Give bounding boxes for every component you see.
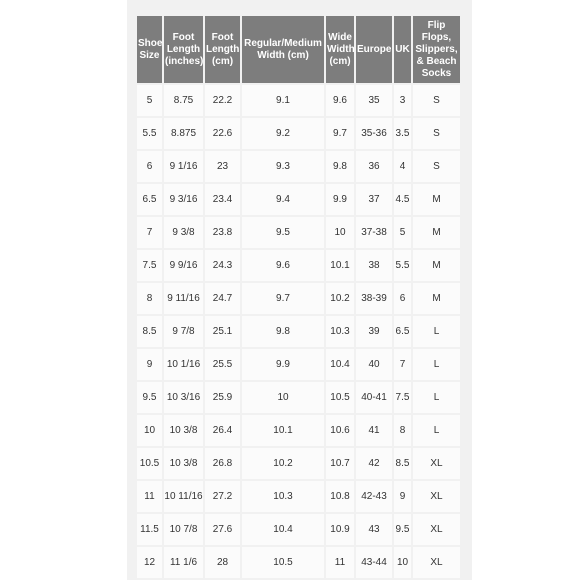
cell-foot-length-inches: 10 11/16 xyxy=(164,481,203,512)
cell-shoe-size: 11.5 xyxy=(137,514,162,545)
table-row xyxy=(137,283,460,314)
table-row xyxy=(137,217,460,248)
cell-europe: 42-43 xyxy=(356,481,392,512)
cell-europe: 40 xyxy=(356,349,392,380)
cell-regular-width: 9.4 xyxy=(242,184,324,215)
cell-europe: 43 xyxy=(356,514,392,545)
cell-uk: 8 xyxy=(394,415,411,446)
table-row xyxy=(137,547,460,578)
cell-uk: 3 xyxy=(394,85,411,116)
table-row xyxy=(137,151,460,182)
cell-regular-width: 10.1 xyxy=(242,415,324,446)
cell-regular-width: 9.6 xyxy=(242,250,324,281)
size-chart-table xyxy=(135,14,462,580)
header-row xyxy=(137,16,460,83)
cell-uk: 6 xyxy=(394,283,411,314)
cell-europe: 38-39 xyxy=(356,283,392,314)
cell-uk: 7.5 xyxy=(394,382,411,413)
cell-flip-flops: L xyxy=(413,316,460,347)
cell-regular-width: 9.5 xyxy=(242,217,324,248)
cell-uk: 8.5 xyxy=(394,448,411,479)
cell-shoe-size: 6 xyxy=(137,151,162,182)
cell-uk: 3.5 xyxy=(394,118,411,149)
cell-wide-width: 11 xyxy=(326,547,354,578)
table-row xyxy=(137,184,460,215)
table-row xyxy=(137,85,460,116)
cell-regular-width: 10 xyxy=(242,382,324,413)
cell-shoe-size: 8 xyxy=(137,283,162,314)
cell-flip-flops: XL xyxy=(413,481,460,512)
header-flip-flops: Flip Flops, Slippers, & Beach Socks xyxy=(413,16,460,83)
table-row xyxy=(137,415,460,446)
cell-foot-length-inches: 8.75 xyxy=(164,85,203,116)
cell-europe: 35 xyxy=(356,85,392,116)
cell-flip-flops: M xyxy=(413,217,460,248)
cell-wide-width: 10.4 xyxy=(326,349,354,380)
cell-regular-width: 9.3 xyxy=(242,151,324,182)
header-wide-width: Wide Width (cm) xyxy=(326,16,354,83)
cell-foot-length-cm: 28 xyxy=(205,547,240,578)
cell-shoe-size: 9 xyxy=(137,349,162,380)
cell-shoe-size: 7.5 xyxy=(137,250,162,281)
cell-foot-length-cm: 23.8 xyxy=(205,217,240,248)
cell-uk: 4 xyxy=(394,151,411,182)
cell-wide-width: 10.2 xyxy=(326,283,354,314)
cell-flip-flops: XL xyxy=(413,547,460,578)
table-body xyxy=(137,85,460,578)
cell-shoe-size: 10.5 xyxy=(137,448,162,479)
cell-wide-width: 10.7 xyxy=(326,448,354,479)
cell-foot-length-cm: 22.6 xyxy=(205,118,240,149)
table-row xyxy=(137,382,460,413)
cell-foot-length-inches: 9 7/8 xyxy=(164,316,203,347)
cell-foot-length-cm: 25.9 xyxy=(205,382,240,413)
cell-foot-length-cm: 23.4 xyxy=(205,184,240,215)
table-row xyxy=(137,448,460,479)
header-foot-length-cm: Foot Length (cm) xyxy=(205,16,240,83)
header-europe: Europe xyxy=(356,16,392,83)
cell-flip-flops: XL xyxy=(413,514,460,545)
cell-foot-length-cm: 24.3 xyxy=(205,250,240,281)
cell-foot-length-cm: 26.4 xyxy=(205,415,240,446)
cell-flip-flops: L xyxy=(413,382,460,413)
cell-flip-flops: M xyxy=(413,184,460,215)
cell-foot-length-inches: 11 1/6 xyxy=(164,547,203,578)
cell-flip-flops: M xyxy=(413,283,460,314)
header-shoe-size: Shoe Size xyxy=(137,16,162,83)
cell-wide-width: 10.1 xyxy=(326,250,354,281)
cell-wide-width: 10.8 xyxy=(326,481,354,512)
header-foot-length-inches: Foot Length (inches) xyxy=(164,16,203,83)
cell-europe: 37-38 xyxy=(356,217,392,248)
cell-uk: 9 xyxy=(394,481,411,512)
cell-wide-width: 9.6 xyxy=(326,85,354,116)
cell-wide-width: 10 xyxy=(326,217,354,248)
cell-foot-length-inches: 10 3/8 xyxy=(164,448,203,479)
cell-europe: 42 xyxy=(356,448,392,479)
cell-foot-length-cm: 24.7 xyxy=(205,283,240,314)
cell-regular-width: 10.4 xyxy=(242,514,324,545)
cell-shoe-size: 8.5 xyxy=(137,316,162,347)
cell-foot-length-inches: 9 3/8 xyxy=(164,217,203,248)
cell-regular-width: 10.3 xyxy=(242,481,324,512)
header-regular-width: Regular/Medium Width (cm) xyxy=(242,16,324,83)
cell-shoe-size: 10 xyxy=(137,415,162,446)
cell-regular-width: 9.1 xyxy=(242,85,324,116)
cell-foot-length-inches: 10 7/8 xyxy=(164,514,203,545)
cell-uk: 4.5 xyxy=(394,184,411,215)
table-row xyxy=(137,349,460,380)
cell-foot-length-inches: 10 1/16 xyxy=(164,349,203,380)
cell-europe: 37 xyxy=(356,184,392,215)
cell-wide-width: 10.9 xyxy=(326,514,354,545)
table-row xyxy=(137,118,460,149)
cell-europe: 43-44 xyxy=(356,547,392,578)
cell-wide-width: 10.3 xyxy=(326,316,354,347)
cell-flip-flops: L xyxy=(413,349,460,380)
cell-shoe-size: 5 xyxy=(137,85,162,116)
cell-foot-length-cm: 22.2 xyxy=(205,85,240,116)
cell-regular-width: 9.8 xyxy=(242,316,324,347)
cell-shoe-size: 11 xyxy=(137,481,162,512)
cell-flip-flops: XL xyxy=(413,448,460,479)
cell-uk: 9.5 xyxy=(394,514,411,545)
cell-wide-width: 9.8 xyxy=(326,151,354,182)
cell-flip-flops: S xyxy=(413,151,460,182)
cell-flip-flops: S xyxy=(413,118,460,149)
cell-uk: 5.5 xyxy=(394,250,411,281)
cell-regular-width: 9.7 xyxy=(242,283,324,314)
cell-europe: 36 xyxy=(356,151,392,182)
cell-foot-length-cm: 23 xyxy=(205,151,240,182)
cell-europe: 38 xyxy=(356,250,392,281)
cell-europe: 41 xyxy=(356,415,392,446)
table-row xyxy=(137,316,460,347)
cell-foot-length-inches: 9 11/16 xyxy=(164,283,203,314)
cell-uk: 7 xyxy=(394,349,411,380)
cell-wide-width: 10.6 xyxy=(326,415,354,446)
table-row xyxy=(137,250,460,281)
cell-uk: 6.5 xyxy=(394,316,411,347)
cell-foot-length-inches: 10 3/8 xyxy=(164,415,203,446)
cell-regular-width: 10.5 xyxy=(242,547,324,578)
cell-foot-length-cm: 27.2 xyxy=(205,481,240,512)
cell-wide-width: 9.7 xyxy=(326,118,354,149)
cell-regular-width: 9.9 xyxy=(242,349,324,380)
cell-foot-length-inches: 9 1/16 xyxy=(164,151,203,182)
cell-flip-flops: S xyxy=(413,85,460,116)
cell-uk: 10 xyxy=(394,547,411,578)
cell-foot-length-cm: 27.6 xyxy=(205,514,240,545)
table-row xyxy=(137,514,460,545)
cell-shoe-size: 9.5 xyxy=(137,382,162,413)
cell-uk: 5 xyxy=(394,217,411,248)
cell-foot-length-inches: 9 9/16 xyxy=(164,250,203,281)
cell-foot-length-inches: 8.875 xyxy=(164,118,203,149)
cell-shoe-size: 5.5 xyxy=(137,118,162,149)
header-uk: UK xyxy=(394,16,411,83)
cell-foot-length-cm: 26.8 xyxy=(205,448,240,479)
cell-flip-flops: M xyxy=(413,250,460,281)
table-row xyxy=(137,481,460,512)
cell-shoe-size: 12 xyxy=(137,547,162,578)
cell-europe: 35-36 xyxy=(356,118,392,149)
cell-foot-length-cm: 25.5 xyxy=(205,349,240,380)
cell-foot-length-cm: 25.1 xyxy=(205,316,240,347)
cell-foot-length-inches: 9 3/16 xyxy=(164,184,203,215)
cell-wide-width: 9.9 xyxy=(326,184,354,215)
cell-foot-length-inches: 10 3/16 xyxy=(164,382,203,413)
cell-shoe-size: 7 xyxy=(137,217,162,248)
cell-europe: 40-41 xyxy=(356,382,392,413)
cell-wide-width: 10.5 xyxy=(326,382,354,413)
cell-regular-width: 10.2 xyxy=(242,448,324,479)
cell-flip-flops: L xyxy=(413,415,460,446)
cell-shoe-size: 6.5 xyxy=(137,184,162,215)
cell-europe: 39 xyxy=(356,316,392,347)
cell-regular-width: 9.2 xyxy=(242,118,324,149)
